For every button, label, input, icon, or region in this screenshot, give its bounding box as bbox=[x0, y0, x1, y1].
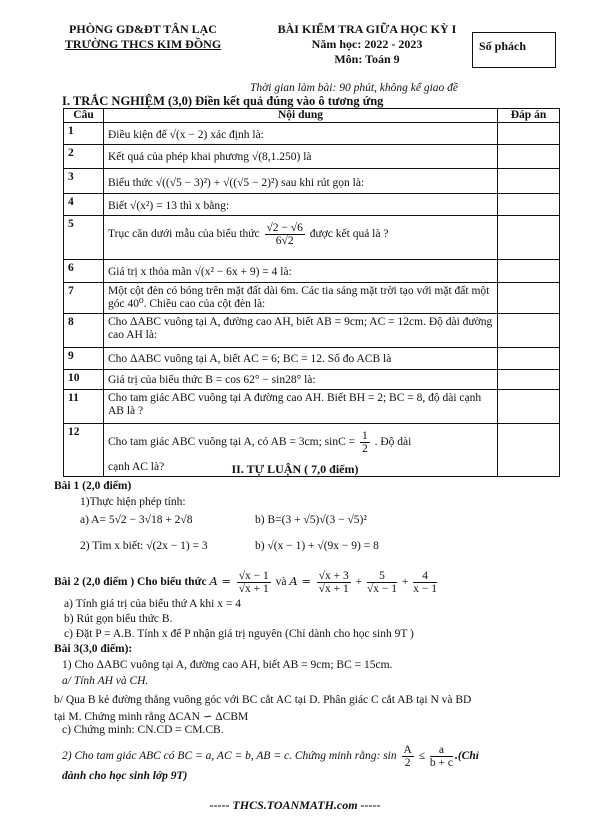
bai3-a: a/ Tính AH và CH. bbox=[62, 675, 149, 687]
row-text-b: được kết quả là ? bbox=[309, 228, 389, 241]
table-row bbox=[64, 169, 560, 194]
row-text-c: cạnh AC là? bbox=[108, 461, 165, 473]
row-num: 6 bbox=[64, 260, 104, 283]
answer-cell[interactable] bbox=[498, 348, 560, 370]
answer-cell[interactable] bbox=[498, 283, 560, 314]
bai3-b: b/ Qua B kẻ đường thẳng vuông góc với BC cắt AC tại D. Phân giác C cắt AB tại N và BD bbox=[54, 694, 472, 706]
row-text: Giá trị của biểu thức B = cos 62° − sin28° là: bbox=[104, 370, 498, 390]
row-num: 2 bbox=[64, 145, 104, 169]
answer-cell[interactable] bbox=[498, 390, 560, 424]
table-row bbox=[64, 314, 560, 348]
so-phach-box: Số phách bbox=[472, 32, 556, 68]
answer-cell[interactable] bbox=[498, 260, 560, 283]
fraction bbox=[360, 430, 370, 455]
table-row bbox=[64, 145, 560, 169]
bai1-a: a) A= 5√2 − 3√18 + 2√8 bbox=[80, 514, 193, 526]
row-text bbox=[104, 216, 498, 260]
row-text: Điều kiện để √(x − 2) xác định là: bbox=[104, 123, 498, 145]
school-name: TRƯỜNG THCS KIM ĐỒNG bbox=[64, 37, 222, 51]
bai3-1: 1) Cho ΔABC vuông tại A, đường cao AH, biết AB = 9cm; BC = 15cm. bbox=[62, 659, 393, 671]
exam-title: BÀI KIỂM TRA GIỮA HỌC KỲ I bbox=[277, 22, 457, 36]
row-text: Biểu thức √((√5 − 3)²) + √((√5 − 2)²) sau khi rút gọn là: bbox=[104, 169, 498, 194]
table-row bbox=[64, 283, 560, 314]
exam-time: Thời gian làm bài: 90 phút, không kể giao đề bbox=[250, 82, 459, 94]
answer-cell[interactable] bbox=[498, 216, 560, 260]
bai1-part2: 2) Tìm x biết: √(2x − 1) = 3 bbox=[80, 540, 208, 552]
footer: ----- THCS.TOANMATH.com ----- bbox=[209, 798, 381, 812]
bai3-title: Bài 3(3,0 điểm): bbox=[54, 643, 133, 655]
bai3-c: c) Chứng minh: CN.CD = CM.CB. bbox=[62, 724, 224, 736]
bai1-part2b: b) √(x − 1) + √(9x − 9) = 8 bbox=[255, 540, 379, 552]
fraction bbox=[265, 222, 305, 247]
row-num: 11 bbox=[64, 390, 104, 424]
row-num: 5 bbox=[64, 216, 104, 260]
row-num: 8 bbox=[64, 314, 104, 348]
bai3-2: 2) Cho tam giác ABC có BC = a, AC = b, AB = c. Chứng minh rằng: sin $\frac{A}{2}$ ≤ $\frac{a}{b + c}$ .(Chỉ bbox=[62, 744, 479, 769]
answer-cell[interactable] bbox=[498, 169, 560, 194]
subject: Môn: Toán 9 bbox=[334, 52, 400, 66]
bai2-c: c) Đặt P = A.B. Tính x để P nhận giá trị nguyên (Chỉ dành cho học sinh 9T ) bbox=[64, 628, 414, 640]
row-text: Cho tam giác ABC vuông tại A đường cao AH. Biết BH = 2; BC = 8, độ dài cạnh AB là ? bbox=[104, 390, 498, 424]
row-text: Kết quả của phép khai phương √(8,1.250) là bbox=[104, 145, 498, 169]
row-text: Cho ΔABC vuông tại A, biết AC = 6; BC = 12. Số đo ACB là bbox=[104, 348, 498, 370]
col-cau: Câu bbox=[64, 109, 104, 123]
col-dapan: Đáp án bbox=[498, 109, 560, 123]
bai3-2-end: dành cho học sinh lớp 9T) bbox=[62, 770, 188, 782]
row-num: 7 bbox=[64, 283, 104, 314]
row-text: Giá trị x thỏa mãn √(x² − 6x + 9) = 4 là: bbox=[104, 260, 498, 283]
table-row bbox=[64, 216, 560, 260]
row-num: 9 bbox=[64, 348, 104, 370]
bai2-and: và bbox=[275, 576, 287, 589]
table-row bbox=[64, 348, 560, 370]
row-num: 10 bbox=[64, 370, 104, 390]
bai2-a: a) Tính giá trị của biểu thứ A khi x = 4 bbox=[64, 598, 241, 610]
answer-cell[interactable] bbox=[498, 370, 560, 390]
answer-cell[interactable] bbox=[498, 314, 560, 348]
frac-top: 1 bbox=[362, 430, 368, 442]
row-text-a: Cho tam giác ABC vuông tại A, có AB = 3cm; sinC = bbox=[108, 436, 356, 449]
row-text-b: . Độ dài bbox=[374, 436, 412, 449]
bai3-b2: tại M. Chứng minh rằng ΔCAN ∽ ΔCBM bbox=[54, 711, 249, 723]
frac-bot: 6√2 bbox=[275, 235, 294, 247]
row-text-a: Trục căn dưới mẫu của biểu thức bbox=[108, 228, 260, 241]
row-text: Cho ΔABC vuông tại A, đường cao AH, biết AB = 9cm; AC = 12cm. Độ dài đường cao AH là: bbox=[104, 314, 498, 348]
bai3-2-text: 2) Cho tam giác ABC có BC = a, AC = b, AB = c. Chứng minh rằng: sin bbox=[62, 750, 397, 763]
section1-title: I. TRẮC NGHIỆM (3,0) Điền kết quả đúng vào ô tương ứng bbox=[62, 94, 384, 108]
row-num: 1 bbox=[64, 123, 104, 145]
school-year: Năm học: 2022 - 2023 bbox=[311, 37, 423, 51]
row-num: 12 bbox=[64, 424, 104, 477]
section2-title: II. TỰ LUẬN ( 7,0 điểm) bbox=[231, 462, 359, 476]
row-num: 3 bbox=[64, 169, 104, 194]
answer-cell[interactable] bbox=[498, 145, 560, 169]
row-text: Biết √(x²) = 13 thì x bằng: bbox=[104, 194, 498, 216]
bai1-title: Bài 1 (2,0 điểm) bbox=[54, 480, 132, 492]
bai1-part1: 1)Thực hiện phép tính: bbox=[80, 496, 186, 508]
col-noidung: Nội dung bbox=[104, 109, 498, 123]
bai1-b: b) B=(3 + √5)√(3 − √5)² bbox=[255, 514, 367, 526]
answer-cell[interactable] bbox=[498, 123, 560, 145]
table-row bbox=[64, 390, 560, 424]
dept-name: PHÒNG GD&ĐT TÂN LẠC bbox=[69, 22, 217, 36]
table-row bbox=[64, 194, 560, 216]
bai2-title: Bài 2 (2,0 điểm ) Cho biểu thức A = $\frac{√x - 1}{√x + 1}$ và A = $\frac{√x + 3}{√x + 1}$ + $\frac{5}{√x - 1}$ + $\frac{4}{x - 1}$ bbox=[54, 570, 438, 595]
quiz-table bbox=[63, 108, 560, 477]
table-row bbox=[64, 370, 560, 390]
bai2-b: b) Rút gọn biểu thức B. bbox=[64, 613, 173, 625]
row-text: Một cột đèn có bóng trên mặt đất dài 6m. Các tia sáng mặt trời tạo với mặt đất một góc 40⁰. Chiều cao của cột đèn là: bbox=[104, 283, 498, 314]
row-num: 4 bbox=[64, 194, 104, 216]
table-header-row bbox=[64, 109, 560, 123]
frac-bot: 2 bbox=[362, 443, 368, 455]
table-row bbox=[64, 260, 560, 283]
school-header bbox=[38, 22, 248, 52]
table-row bbox=[64, 123, 560, 145]
frac-top: √2 − √6 bbox=[266, 222, 303, 234]
answer-cell[interactable] bbox=[498, 194, 560, 216]
exam-header bbox=[262, 22, 472, 67]
bai2-label: Bài 2 (2,0 điểm ) Cho biểu thức bbox=[54, 576, 207, 589]
